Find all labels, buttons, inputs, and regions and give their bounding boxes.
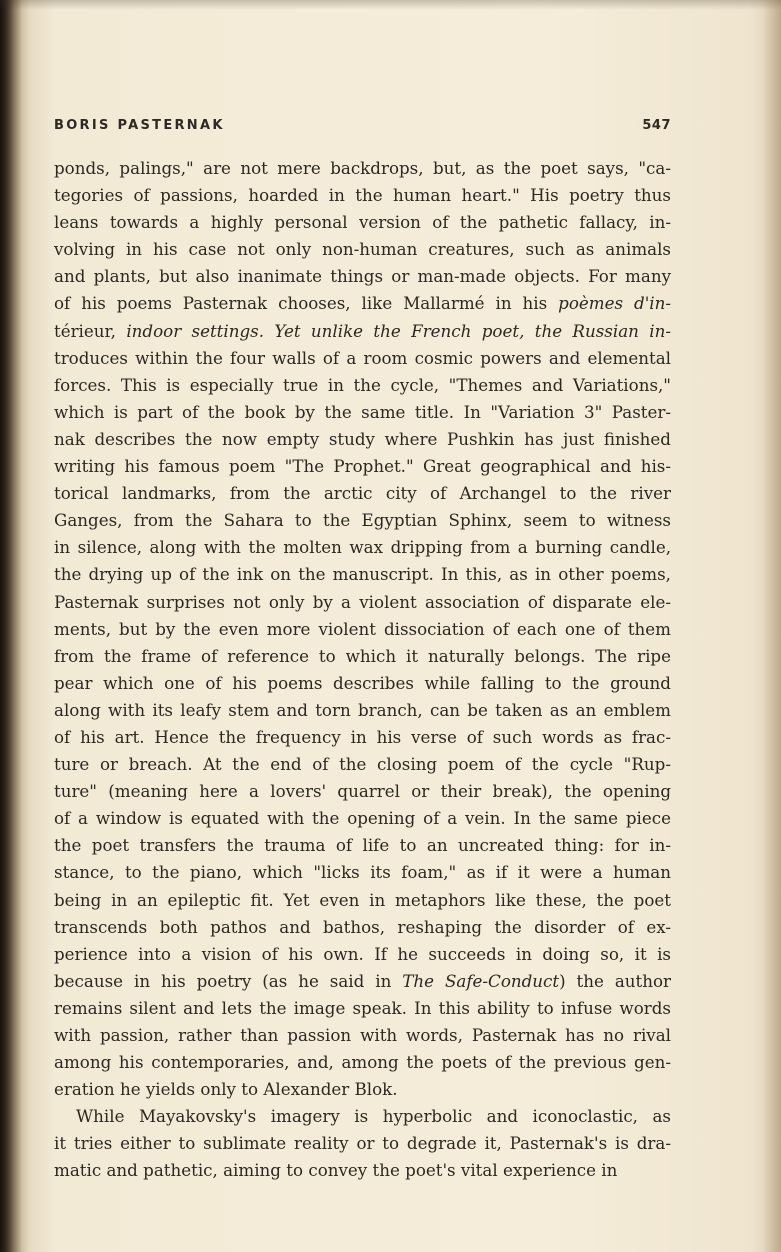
text-line: pear which one of his poems describes while falling to the ground [54,672,671,693]
text-line: along with its leafy stem and torn branch, can be taken as an emblem [54,699,671,720]
text-line: Ganges, from the Sahara to the Egyptian Sphinx, seem to witness [54,510,671,531]
text-line: remains silent and lets the image speak. In this ability to infuse words [54,997,671,1018]
paragraph-2 [54,1103,671,1184]
text-line: writing his famous poem "The Prophet." Great geographical and his- [54,456,671,477]
text-line: with passion, rather than passion with words, Pasternak has no rival [54,1025,671,1045]
text-line: transcends both pathos and bathos, reshaping the disorder of ex- [54,916,671,937]
running-header [54,118,671,133]
text-line: While Mayakovsky's imagery is hyperbolic and iconoclastic, as [76,1106,671,1127]
binding-gutter-shadow [0,0,22,1252]
text-line: troduces within the four walls of a room cosmic powers and elemental [54,347,671,368]
text-line: among his contemporaries, and, among the poets of the previous gen- [54,1052,671,1073]
text-line: volving in his case not only non-human creatures, such as animals [54,239,671,260]
text-line: forces. This is especially true in the cycle, "Themes and Variations," [54,374,671,395]
text-line: ponds, palings," are not mere backdrops, but, as the poet says, "ca- [54,158,671,178]
text-line: térieur, indoor settings. Yet unlike the French poet, the Russian in- [54,320,671,341]
text-line: because in his poetry (as he said in The Safe-Conduct) the author [54,970,671,991]
text-line: nak describes the now empty study where Pushkin has just finished [54,428,671,449]
text-line: ture" (meaning here a lovers' quarrel or their break), the opening [54,781,671,802]
text-line: tegories of passions, hoarded in the human heart." His poetry thus [54,185,671,206]
running-title: BORIS PASTERNAK [54,118,225,133]
text-line: the drying up of the ink on the manuscript. In this, as in other poems, [54,564,671,585]
text-line: leans towards a highly personal version of the pathetic fallacy, in- [54,212,671,233]
text-line: the poet transfers the trauma of life to an uncreated thing: for in- [54,835,671,856]
right-page-edge [763,0,781,1252]
text-line: being in an epileptic fit. Yet even in metaphors like these, the poet [54,889,671,910]
text-line: it tries either to sublimate reality or to degrade it, Pasternak's is dra- [54,1133,671,1154]
text-line: which is part of the book by the same title. In "Variation 3" Paster- [54,401,671,422]
text-line: in silence, along with the molten wax dripping from a burning candle, [54,537,671,558]
text-line: torical landmarks, from the arctic city of Archangel to the river [54,483,671,504]
text-line: from the frame of reference to which it naturally belongs. The ripe [54,645,671,666]
page-number: 547 [642,118,671,133]
top-edge-shadow [0,0,781,10]
text-line: eration he yields only to Alexander Blok. [54,1079,398,1100]
text-line: of a window is equated with the opening of a vein. In the same piece [54,808,671,829]
text-line: stance, to the piano, which "licks its foam," as if it were a human [54,862,671,883]
text-line: ments, but by the even more violent dissociation of each one of them [54,618,671,639]
text-line: perience into a vision of his own. If he succeeds in doing so, it is [54,943,671,964]
text-line: of his poems Pasternak chooses, like Mallarmé in his poèmes d'in- [54,293,672,314]
paragraph-1 [54,155,671,1103]
text-line: Pasternak surprises not only by a violent association of disparate ele- [54,591,671,612]
text-line: and plants, but also inanimate things or man-made objects. For many [54,266,671,287]
text-line: ture or breach. At the end of the closing poem of the cycle "Rup- [54,754,671,775]
text-line: of his art. Hence the frequency in his verse of such words as frac- [54,726,671,747]
text-line: matic and pathetic, aiming to convey the poet's vital experience in [54,1160,618,1181]
body-text [54,155,671,1185]
